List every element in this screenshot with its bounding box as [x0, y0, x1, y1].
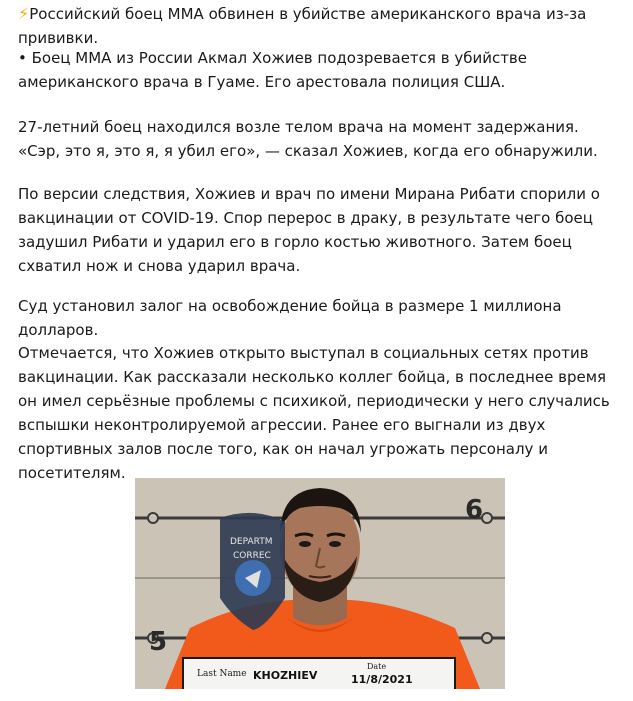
placard-date-value: 11/8/2021 [351, 673, 413, 686]
paragraph-5: Отмечается, что Хожиев открыто выступал в социальных сетях против вакцинации. Как рассказали несколько коллег бойца, в последнее время он имел серьёзные проблемы с психикой, периодически у него случались вспышки неконтролируемой агрессии. Ранее его выгнали из двух спортивных залов после того, как он начал угрожать персоналу и посетителям. [18, 344, 610, 482]
badge-text-line1: DEPARTM [230, 537, 273, 547]
mugshot-photo[interactable] [135, 478, 505, 689]
badge-text-line2: CORREC [233, 551, 271, 561]
lightning-icon: ⚡ [18, 4, 30, 23]
headline-text: Российский боец ММА обвинен в убийстве американского врача из-за прививки. [18, 5, 587, 47]
post-headline [18, 2, 625, 50]
placard-date-label: Date [367, 662, 387, 671]
paragraph-2: 27-летний боец находился возле телом врача на момент задержания. «Сэр, это я, это я, я убил его», — сказал Хожиев, когда его обнаружили. [18, 118, 598, 160]
height-mark-upper: 6 [465, 495, 484, 525]
placard-lastname-value: KHOZHIEV [253, 669, 318, 682]
booking-placard [183, 658, 455, 689]
mugshot-illustration [135, 478, 505, 689]
paragraph-1: • Боец ММА из России Акмал Хожиев подозревается в убийстве американского врача в Гуаме. Его арестовала полиция США. [18, 49, 527, 91]
placard-lastname-label: Last Name [197, 669, 247, 679]
paragraph-3: По версии следствия, Хожиев и врач по имени Мирана Рибати спорили о вакцинации от COVID-19. Спор перерос в драку, в результате чего боец задушил Рибати и ударил его в горло костью животного. Затем боец схватил нож и снова ударил врача. [18, 185, 600, 275]
height-mark-lower: 5 [149, 627, 168, 657]
paragraph-4: Суд установил залог на освобождение бойца в размере 1 миллиона долларов. [18, 297, 562, 339]
